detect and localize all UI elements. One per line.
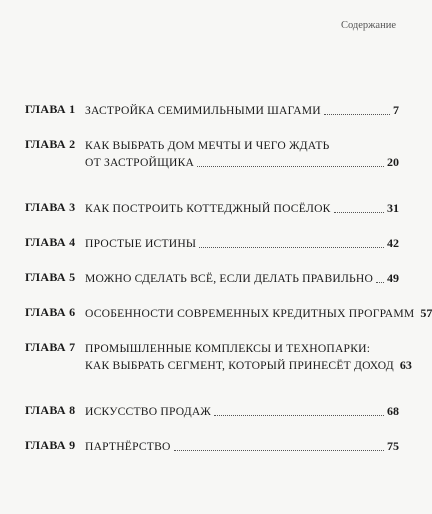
toc-entry-3[interactable] xyxy=(25,200,399,218)
chapter-label: ГЛАВА xyxy=(25,102,66,116)
page-number: 75 xyxy=(387,439,399,453)
chapter-title-line-2: КАК ВЫБРАТЬ СЕГМЕНТ, КОТОРЫЙ ПРИНЕСЁТ ДОХОД xyxy=(85,359,394,372)
chapter-title: ИСКУССТВО ПРОДАЖ xyxy=(85,405,211,418)
toc-entry-2[interactable] xyxy=(25,137,399,183)
chapter-label: ГЛАВА xyxy=(25,340,66,354)
dot-leader xyxy=(376,281,384,283)
dot-leader xyxy=(199,246,384,248)
chapter-number: 2 xyxy=(69,137,76,151)
chapter-number: 3 xyxy=(69,200,76,214)
toc-entry-7[interactable] xyxy=(25,340,412,386)
chapter-title: ПАРТНЁРСТВО xyxy=(85,440,171,453)
dot-leader xyxy=(197,165,384,167)
page-number: 63 xyxy=(399,358,412,372)
chapter-label: ГЛАВА xyxy=(25,200,66,214)
chapter-title-line-2: ОТ ЗАСТРОЙЩИКА xyxy=(85,156,195,169)
chapter-title: МОЖНО СДЕЛАТЬ ВСЁ, ЕСЛИ ДЕЛАТЬ ПРАВИЛЬНО xyxy=(85,272,374,285)
chapter-number: 6 xyxy=(69,305,76,319)
chapter-label: ГЛАВА xyxy=(25,305,66,319)
page-number: 7 xyxy=(393,103,399,117)
chapter-title: ПРОСТЫЕ ИСТИНЫ xyxy=(85,237,197,250)
dot-leader xyxy=(334,211,384,213)
table-of-contents xyxy=(25,102,432,473)
chapter-number: 5 xyxy=(69,270,76,284)
page-number: 31 xyxy=(387,201,399,215)
chapter-label: ГЛАВА xyxy=(25,137,66,151)
page-number: 20 xyxy=(387,155,399,169)
chapter-title: ЗАСТРОЙКА СЕМИМИЛЬНЫМИ ШАГАМИ xyxy=(85,104,321,117)
toc-entry-8[interactable] xyxy=(25,403,399,421)
chapter-title-line-1: ПРОМЫШЛЕННЫЕ КОМПЛЕКСЫ И ТЕХНОПАРКИ: xyxy=(85,342,371,355)
chapter-number: 7 xyxy=(69,340,76,354)
running-header: Содержание xyxy=(340,20,396,31)
toc-entry-5[interactable] xyxy=(25,270,399,288)
dot-leader xyxy=(324,113,390,115)
dot-leader xyxy=(214,414,384,416)
chapter-number: 4 xyxy=(69,235,76,249)
dot-leader xyxy=(174,449,384,451)
chapter-label: ГЛАВА xyxy=(25,403,66,417)
page-number: 57 xyxy=(420,306,432,320)
chapter-label: ГЛАВА xyxy=(25,235,66,249)
chapter-title-line-1: КАК ВЫБРАТЬ ДОМ МЕЧТЫ И ЧЕГО ЖДАТЬ xyxy=(85,139,330,152)
toc-entry-4[interactable] xyxy=(25,235,399,253)
page-number: 42 xyxy=(387,236,399,250)
page-number: 68 xyxy=(387,404,399,418)
toc-entry-6[interactable] xyxy=(25,305,432,323)
chapter-title: КАК ПОСТРОИТЬ КОТТЕДЖНЫЙ ПОСЁЛОК xyxy=(85,202,331,215)
toc-entry-1[interactable] xyxy=(25,102,399,120)
chapter-number: 9 xyxy=(69,438,76,452)
chapter-label: ГЛАВА xyxy=(25,438,66,452)
chapter-title: ОСОБЕННОСТИ СОВРЕМЕННЫХ КРЕДИТНЫХ ПРОГРАММ xyxy=(85,307,415,320)
chapter-number: 1 xyxy=(69,102,76,116)
chapter-label: ГЛАВА xyxy=(25,270,66,284)
chapter-number: 8 xyxy=(69,403,76,417)
page-number: 49 xyxy=(387,271,399,285)
toc-entry-9[interactable] xyxy=(25,438,399,456)
